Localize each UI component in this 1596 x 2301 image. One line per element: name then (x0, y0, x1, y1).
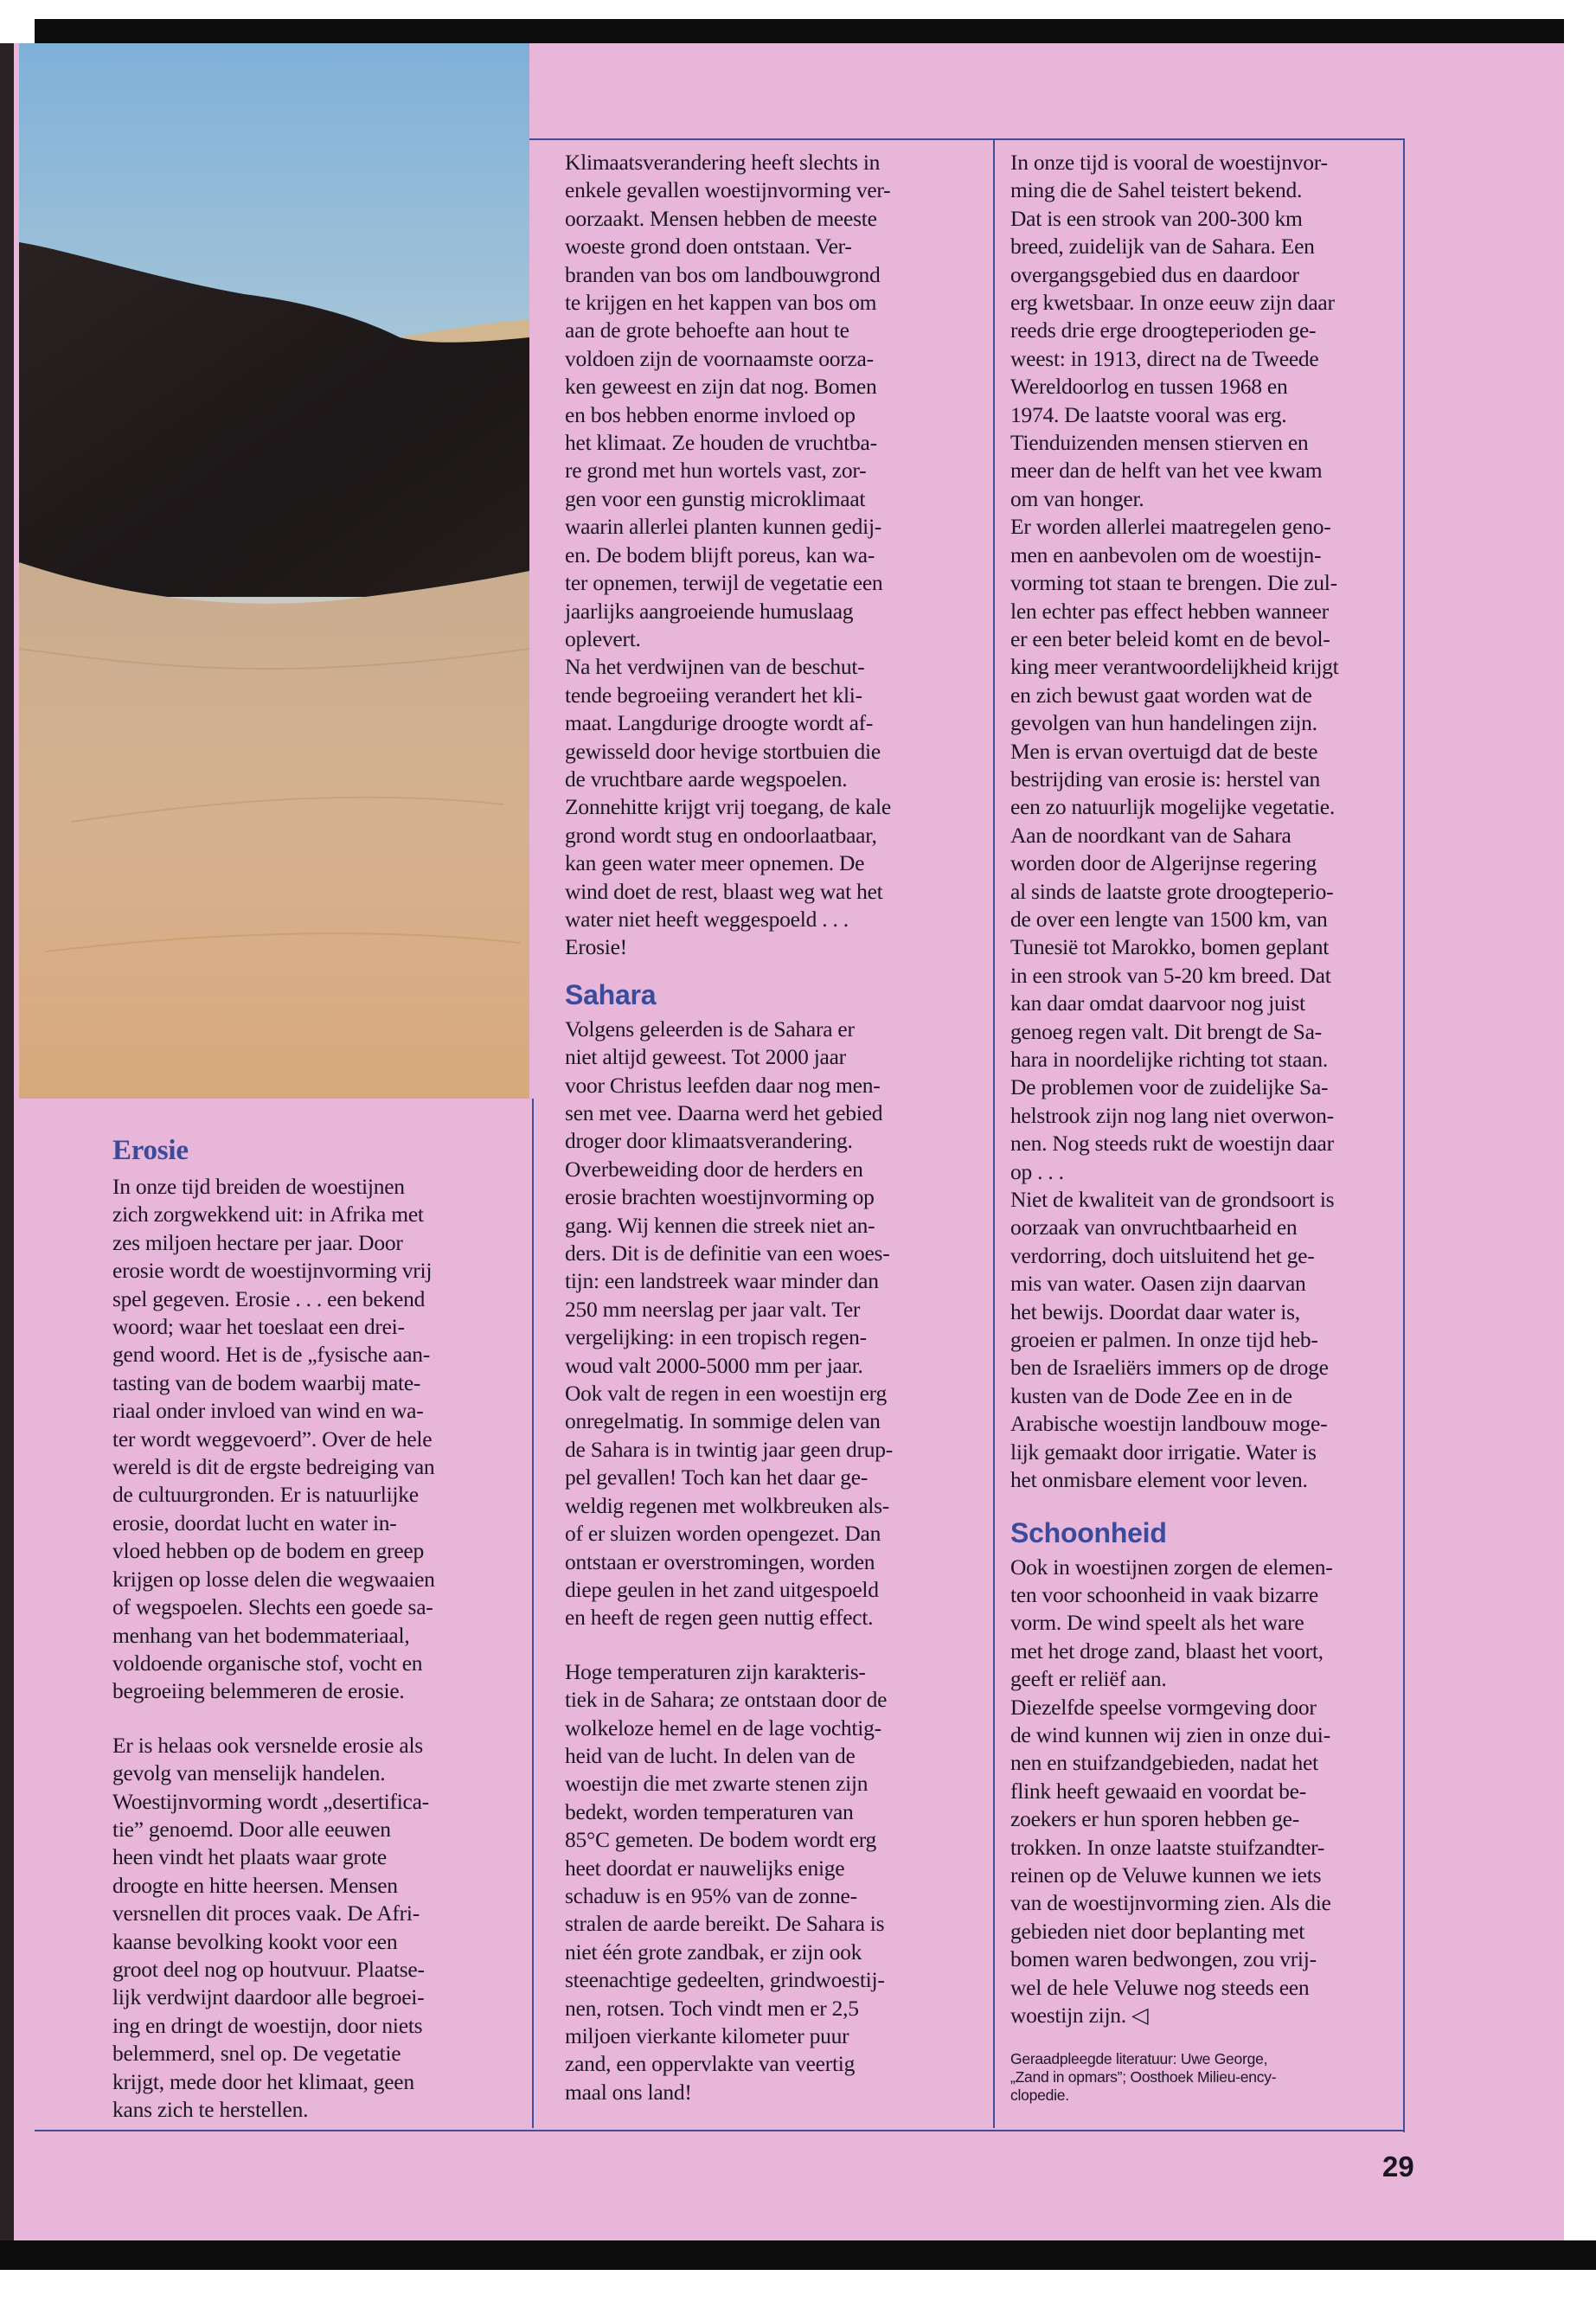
paragraph: Na het verdwijnen van de beschut- tende begroeiing verandert het kli- maat. Langdurige droogte wordt af- gewisseld door hevige stortbuien die de vruchtbare aarde wegspoelen. Zonnehitte krijgt vrij toegang, de kale grond wordt stug en ondoorlaatbaar, kan geen water meer opnemen. De wind doet de rest, blaast weg wat het water niet heeft weggespoeld . . . Erosie! (565, 654, 891, 960)
top-margin (0, 0, 1596, 19)
desert-dune-photo (19, 43, 529, 1099)
column-divider-1 (993, 138, 995, 2128)
paragraph: Ook in woestijnen zorgen de elemen- ten voor schoonheid in vaak bizarre vorm. De wind speelt als het ware met het droge zand, blaast het voort, geeft er reliëf aan. (1010, 1554, 1333, 1692)
paragraph: Er is helaas ook versnelde erosie als gevolg van menselijk handelen. Woestijnvorming wordt „desertifica- tie” genoemd. Door alle eeuwen heen vindt het plaats waar grote droogte en hitte heersen. Mensen versnellen dit proces vaak. De Afri- kaanse bevolking kookt voor een groot deel nog op houtvuur. Plaatse- lijk verdwijnt daardoor alle begroei- ing en dringt de woestijn, door niets belemmerd, snel op. De vegetatie krijgt, mede door het klimaat, geen kans zich te herstellen. (112, 1732, 429, 2122)
left-scan-edge (0, 43, 14, 2240)
paragraph: Hoge temperaturen zijn karakteris- tiek in de Sahara; ze ontstaan door de wolkeloze hemel en de lage vochtig- heid van de lucht. In delen van de woestijn die met zwarte stenen zijn bedekt, worden temperaturen van 85°C gemeten. De bodem wordt erg heet doordat er nauwelijks enige schaduw is en 95% van de zonne- stralen de aarde bereikt. De Sahara is niet één grote zandbak, er zijn ook steenachtige gedeelten, grindwoestij- nen, rotsen. Toch vindt men er 2,5 miljoen vierkante kilometer puur zand, een oppervlakte van veertig maal ons land! (565, 1658, 888, 2105)
frame-bottom-rule (35, 2130, 1405, 2131)
paragraph: In onze tijd breiden de woestijnen zich zorgwekkend uit: in Afrika met zes miljoen hectare per jaar. Door erosie wordt de woestijnvorming vrij spel gegeven. Erosie . . . een bekend woord; waar het toeslaat een drei- gend woord. Het is de „fysische aan- tasting van de bodem waarbij mate- riaal onder invloed van wind en wa- ter wordt weggevoerd”. Over de hele wereld is dit de ergste bedreiging van de cultuurgronden. Er is natuurlijke erosie, doordat lucht en water in- vloed hebben op de bodem en greep krijgen op losse delen die wegwaaien of wegspoelen. Slechts een goede sa- menhang van het bodemmateriaal, voldoende organische stof, vocht en begroeiing belemmeren de erosie. (112, 1174, 435, 1704)
frame-top-rule (529, 138, 1405, 140)
bottom-scan-edge (0, 2240, 1596, 2270)
paragraph: Volgens geleerden is de Sahara er niet altijd geweest. Tot 2000 jaar voor Christus leefden daar nog men- sen met vee. Daarna werd het gebied droger door klimaatsverandering. Overbeweiding door de herders en erosie brachten woestijnvorming op gang. Wij kennen die streek niet an- ders. Dit is de definitie van een woes- tijn: een landstreek waar minder dan 250 mm neerslag per jaar valt. Ter vergelijking: in een tropisch regen- woud valt 2000-5000 mm per jaar. Ook valt de regen in een woestijn erg onregelmatig. In sommige delen van de Sahara is in twintig jaar geen drup- pel gevallen! Toch kan het daar ge- weldig regenen met wolkbreuken als- of er sluizen worden opengezet. Dan ontstaan er overstromingen, worden diepe geulen in het zand uitgespoeld en heeft de regen geen nuttig effect. (565, 1016, 894, 1631)
column-3 (1010, 149, 1400, 2105)
right-margin (1564, 19, 1596, 2268)
paragraph: Klimaatsverandering heeft slechts in enkele gevallen woestijnvorming ver- oorzaakt. Mensen hebben de meeste woeste grond doen ontstaan. Ver- branden van bos om landbouwgrond te krijgen en het kappen van bos om aan de grote behoefte aan hout te voldoen zijn de voornaamste oorza- ken geweest en zijn dat nog. Bomen en bos hebben enorme invloed op het klimaat. Ze houden de vruchtba- re grond met hun wortels vast, zor- gen voor een gunstig microklimaat waarin allerlei planten kunnen gedij- en. De bodem blijft poreus, kan wa- ter opnemen, terwijl de vegetatie een jaarlijks aangroeiende humuslaag oplevert. (565, 150, 891, 651)
page-number: 29 (1382, 2150, 1414, 2182)
source-credits: Geraadpleegde literatuur: Uwe George, „Zand in opmars”; Oosthoek Milieu-ency- clopedie. (1010, 2050, 1277, 2105)
paragraph: Diezelfde speelse vormgeving door de wind kunnen wij zien in onze dui- nen en stuifzandgebieden, nadat het flink heeft gewaaid en voordat be- zoekers er hun sporen hebben ge- trokken. In onze laatste stuifzandter- reinen op de Veluwe kunnen we iets van de woestijnvorming zien. Als die gebieden niet door beplanting met bomen waren bedwongen, zou vrij- wel de hele Veluwe nog steeds een woestijn zijn. ◁ (1010, 1694, 1331, 2028)
column-1 (112, 1133, 519, 2124)
frame-right-rule (1403, 138, 1405, 2132)
bottom-margin (0, 2240, 1596, 2301)
heading-sahara: Sahara (565, 978, 657, 1010)
top-scan-edge (35, 19, 1566, 43)
paragraph: Niet de kwaliteit van de grondsoort is oorzaak van onvruchtbaarheid en verdorring, doch uitsluitend het ge- mis van water. Oasen zijn daarvan het bewijs. Doordat daar water is, groeien er palmen. In onze tijd heb- ben de Israeliërs immers op de droge kusten van de Dode Zee en in de Arabische woestijn landbouw moge- lijk gemaakt door irrigatie. Water is het onmisbare element voor leven. (1010, 1187, 1335, 1493)
paragraph: In onze tijd is vooral de woestijnvor- ming die de Sahel teistert bekend. Dat is een strook van 200-300 km breed, zuidelijk van de Sahara. Een overgangsgebied dus en daardoor erg kwetsbaar. In onze eeuw zijn daar reeds drie erge droogteperioden ge- weest: in 1913, direct na de Tweede Wereldoorlog en tussen 1968 en 1974. De laatste vooral was erg. Tienduizenden mensen stierven en meer dan de helft van het vee kwam om van honger. (1010, 150, 1335, 511)
column-2 (565, 149, 989, 2106)
paragraph: Er worden allerlei maatregelen geno- men en aanbevolen om de woestijn- vorming tot staan te brengen. Die zul- len echter pas effect hebben wanneer er een beter beleid komt en de bevol- king meer verantwoordelijkheid krijgt en zich bewust gaat worden wat de gevolgen van hun handelingen zijn. Men is ervan overtuigd dat de beste bestrijding van erosie is: herstel van een zo natuurlijk mogelijke vegetatie. Aan de noordkant van de Sahara worden door de Algerijnse regering al sinds de laatste grote droogteperio- de over een lengte van 1500 km, van Tunesië tot Marokko, bomen geplant in een strook van 5-20 km breed. Dat kan daar omdat daarvoor nog juist genoeg regen valt. Dit brengt de Sa- hara in noordelijke richting tot staan. De problemen voor de zuidelijke Sa- helstrook zijn nog lang niet overwon- nen. Nog steeds rukt de woestijn daar op . . . (1010, 514, 1339, 1184)
heading-erosie: Erosie (112, 1135, 189, 1166)
column-divider-2 (532, 1099, 534, 2128)
heading-schoonheid: Schoonheid (1010, 1516, 1167, 1548)
